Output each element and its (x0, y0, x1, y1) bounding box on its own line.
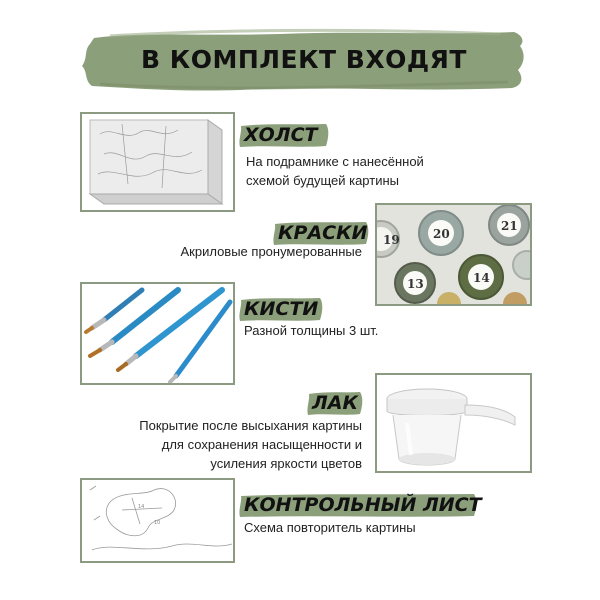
brushes-image (80, 282, 235, 385)
control-sheet-description: Схема повторитель картины (244, 520, 416, 535)
label-brushes: КИСТИ (238, 296, 324, 322)
brushes-icon (82, 284, 233, 383)
varnish-image (375, 373, 532, 473)
svg-text:20: 20 (433, 227, 450, 241)
svg-text:14: 14 (473, 271, 490, 285)
control-sheet-icon (82, 480, 233, 561)
canvas-icon (82, 114, 233, 210)
canvas-description-1: На подрамнике с нанесённой (246, 154, 424, 169)
paints-image (375, 203, 532, 306)
varnish-description-2: для сохранения насыщенности и (161, 437, 362, 452)
varnish-description-3: усиления яркости цветов (210, 456, 362, 471)
brushes-description: Разной толщины 3 шт. (244, 323, 379, 338)
page-title: В КОМПЛЕКТ ВХОДЯТ (141, 45, 467, 74)
svg-text:13: 13 (407, 277, 424, 291)
svg-text:21: 21 (501, 219, 518, 233)
varnish-jar-icon (377, 375, 530, 471)
svg-text:19: 19 (383, 233, 400, 247)
svg-text:14: 14 (138, 504, 145, 510)
paint-pots-icon (377, 205, 530, 304)
canvas-image (80, 112, 235, 212)
paints-description: Акриловые пронумерованные (180, 244, 362, 259)
svg-text:10: 10 (154, 520, 161, 526)
label-paints: КРАСКИ (272, 220, 370, 246)
canvas-description-2: схемой будущей картины (246, 173, 399, 188)
header-banner (80, 22, 528, 98)
control-sheet-image (80, 478, 235, 563)
label-canvas: ХОЛСТ (238, 122, 330, 148)
label-varnish: ЛАК (306, 390, 364, 416)
label-control-sheet: КОНТРОЛЬНЫЙ ЛИСТ (238, 492, 478, 518)
varnish-description-1: Покрытие после высыхания картины (139, 418, 362, 433)
